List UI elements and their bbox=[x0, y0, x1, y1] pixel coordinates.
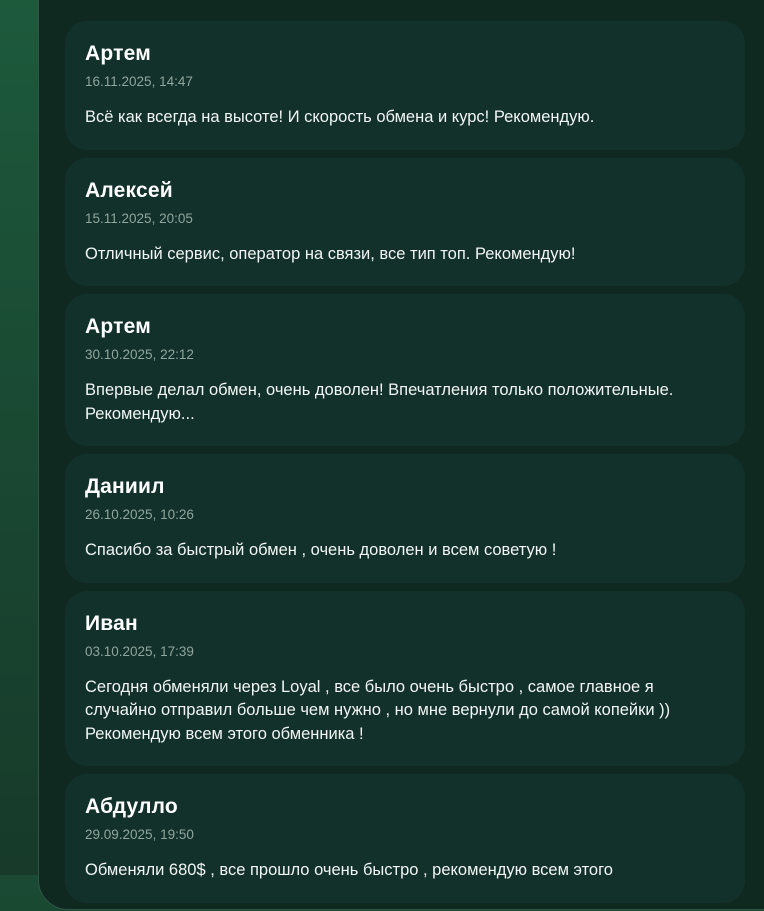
review-text: Впервые делал обмен, очень доволен! Впечатления только положительные. Рекомендую... bbox=[85, 381, 674, 423]
review-text: Спасибо за быстрый обмен , очень доволен и всем советую ! bbox=[85, 541, 557, 559]
review-author: Абдулло bbox=[85, 795, 178, 818]
review-text: Всё как всегда на высоте! И скорость обмена и курс! Рекомендую. bbox=[85, 108, 595, 126]
review-author: Артем bbox=[85, 42, 151, 65]
review-card bbox=[65, 158, 745, 287]
review-date: 15.11.2025, 20:05 bbox=[85, 210, 193, 226]
review-date: 30.10.2025, 22:12 bbox=[85, 347, 194, 362]
review-date: 29.09.2025, 19:50 bbox=[85, 827, 194, 842]
review-text: Отличный сервис, оператор на связи, все тип топ. Рекомендую! bbox=[85, 244, 576, 263]
review-date: 26.10.2025, 10:26 bbox=[85, 507, 194, 522]
review-card bbox=[65, 294, 745, 446]
review-author: Артем bbox=[85, 315, 151, 338]
reviews-list bbox=[65, 21, 745, 911]
review-date: 16.11.2025, 14:47 bbox=[85, 74, 193, 89]
review-card bbox=[65, 21, 745, 150]
review-date: 03.10.2025, 17:39 bbox=[85, 643, 194, 659]
review-text: Сегодня обменяли через Loyal , все было очень быстро , самое главное я случайно отправил больше чем нужно , но мне вернули до самой копейки )) Рекомендую всем этого обменника ! bbox=[85, 677, 671, 743]
review-card bbox=[65, 591, 745, 767]
page-background bbox=[0, 0, 40, 875]
review-card bbox=[65, 454, 745, 583]
review-card bbox=[65, 774, 745, 903]
review-author: Алексей bbox=[85, 178, 173, 202]
review-text: Обменяли 680$ , все прошло очень быстро , рекомендую всем этого bbox=[85, 861, 613, 879]
review-author: Иван bbox=[85, 611, 138, 635]
review-author: Даниил bbox=[85, 475, 165, 498]
